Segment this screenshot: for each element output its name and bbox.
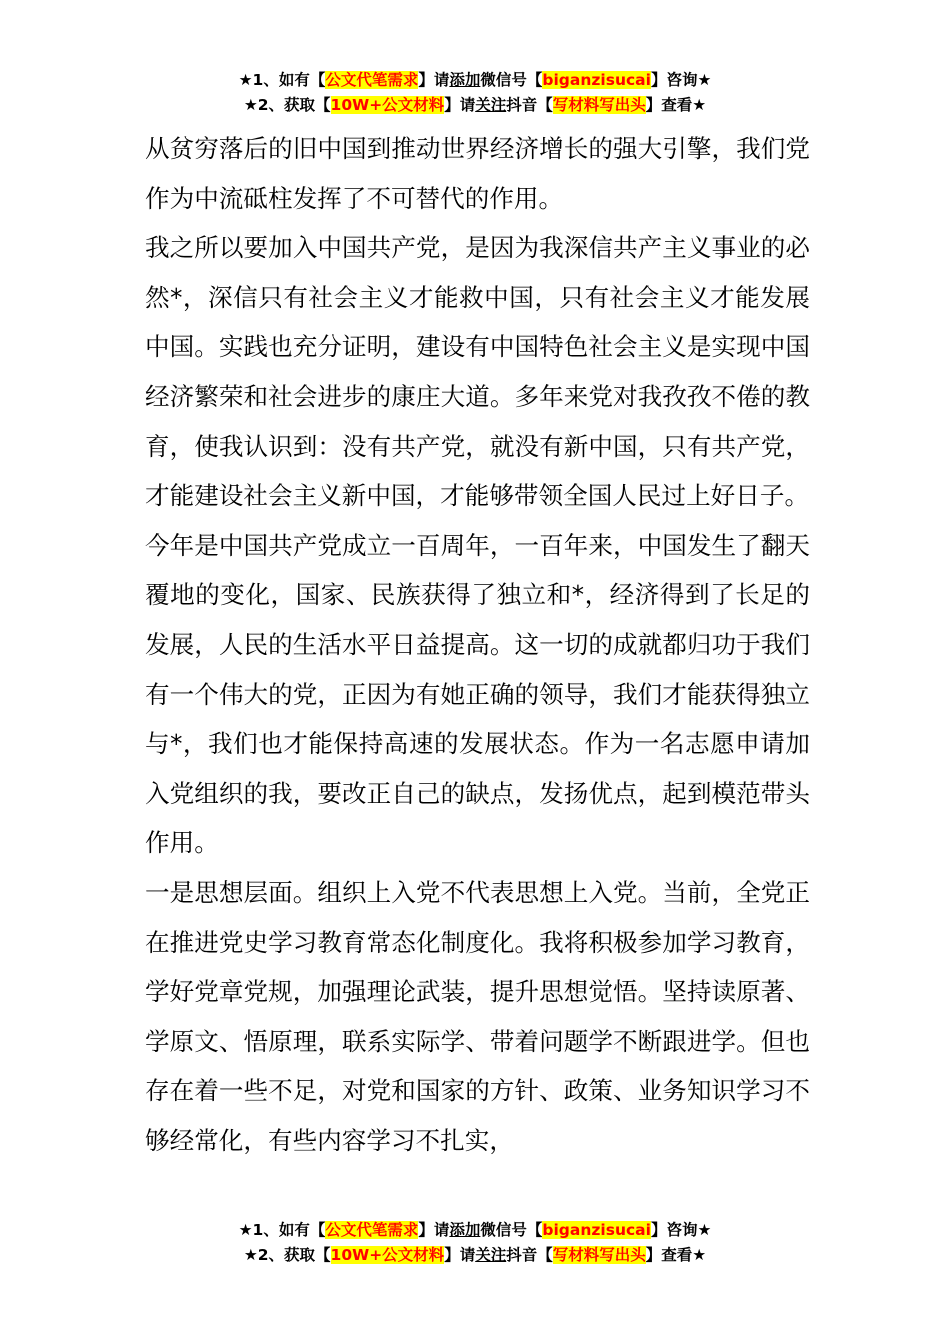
banner-text: 微信号【 [480,71,543,89]
banner-text: ★1、如有【 [238,71,326,89]
banner-text: 】请 [418,1221,450,1239]
document-body [145,124,810,1165]
banner-text: 】咨询★ [650,1221,712,1239]
paragraph: 一是思想层面。组织上入党不代表思想上入党。当前，全党正在推进党史学习教育常态化制度化。我将积极参加学习教育，学好党章党规，加强理论武装，提升思想觉悟。坚持读原著、学原文、悟原理，联系实际学、带着问题学不断跟进学。但也存在着一些不足，对党和国家的方针、政策、业务知识学习不够经常化，有些内容学习不扎实， [145,877,810,1155]
banner-text: 】查看★ [645,96,707,114]
banner-text: 微信号【 [480,1221,543,1239]
banner-text: 】查看★ [645,1246,707,1264]
banner-emphasis: 关注 [475,1246,507,1264]
paragraph: 从贫穷落后的旧中国到推动世界经济增长的强大引擎，我们党作为中流砥柱发挥了不可替代的作用。 [145,134,810,213]
banner-highlight: 写材料写出头 [552,1246,646,1264]
header-banner [0,68,950,118]
banner-highlight: 10W+公文材料 [330,1246,445,1264]
paragraph: 我之所以要加入中国共产党，是因为我深信共产主义事业的必然*，深信只有社会主义才能救中国，只有社会主义才能发展中国。实践也充分证明，建设有中国特色社会主义是实现中国经济繁荣和社会进步的康庄大道。多年来党对我孜孜不倦的教育，使我认识到：没有共产党，就没有新中国，只有共产党，才能建设社会主义新中国，才能够带领全国人民过上好日子。 [145,233,810,511]
banner-emphasis: 添加 [449,71,481,89]
banner-line-1 [0,68,950,93]
footer-banner [0,1218,950,1268]
banner-emphasis: 关注 [475,96,507,114]
banner-text: 】请 [418,71,450,89]
banner-text: 抖音【 [506,96,553,114]
banner-highlight: 写材料写出头 [552,96,646,114]
banner-emphasis: 添加 [449,1221,481,1239]
banner-text: ★1、如有【 [238,1221,326,1239]
banner-text: ★2、获取【 [243,1246,331,1264]
banner-text: 】请 [444,96,476,114]
paragraph: 今年是中国共产党成立一百周年，一百年来，中国发生了翻天覆地的变化，国家、民族获得了独立和*，经济得到了长足的发展，人民的生活水平日益提高。这一切的成就都归功于我们有一个伟大的党，正因为有她正确的领导，我们才能获得独立与*，我们也才能保持高速的发展状态。作为一名志愿申请加入党组织的我，要改正自己的缺点，发扬优点，起到模范带头作用。 [145,530,810,858]
banner-text: 抖音【 [506,1246,553,1264]
banner-highlight: 公文代笔需求 [325,71,419,89]
banner-highlight: 公文代笔需求 [325,1221,419,1239]
banner-line-1 [0,1218,950,1243]
banner-text: 】咨询★ [650,71,712,89]
banner-line-2 [0,1243,950,1268]
banner-text: 】请 [444,1246,476,1264]
banner-text: ★2、获取【 [243,96,331,114]
banner-highlight: 10W+公文材料 [330,96,445,114]
banner-line-2 [0,93,950,118]
banner-highlight: biganzisucai [542,71,651,89]
banner-highlight: biganzisucai [542,1221,651,1239]
